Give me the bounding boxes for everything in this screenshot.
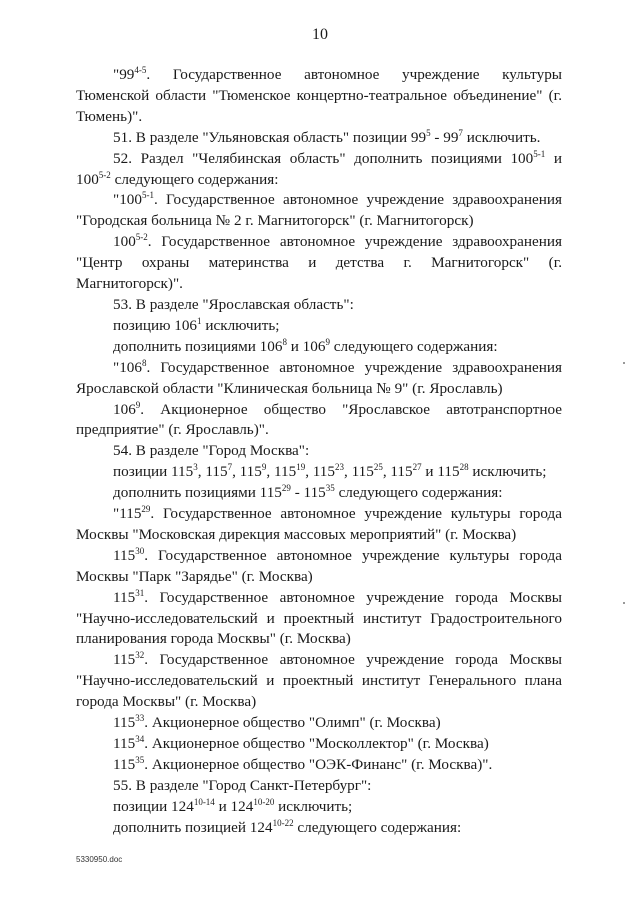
superscript: 33 — [135, 713, 145, 724]
paragraph — [76, 190, 562, 232]
text-fragment: исключить; — [274, 797, 353, 815]
text-fragment: 115 — [113, 735, 136, 752]
paragraph — [76, 462, 562, 483]
text-fragment: . Акционерное общество "Ярославское автотранспортное предприятие" (г. Ярославль)". — [76, 400, 562, 439]
superscript: 34 — [135, 734, 145, 744]
text-fragment: . Государственное автономное учреждение культуры Тюменской области "Тюменское концертно-театральное объединение" (г. Тюмень)". — [76, 66, 562, 125]
superscript: 28 — [459, 462, 469, 473]
paragraph — [76, 546, 562, 588]
text-fragment: и 115 — [421, 463, 460, 481]
text-fragment: исключить; — [201, 316, 280, 334]
superscript: 9 — [135, 399, 141, 410]
paragraph — [76, 588, 562, 651]
superscript: 27 — [412, 462, 422, 473]
superscript: 10-20 — [253, 796, 275, 807]
text-fragment: 115 — [113, 546, 136, 564]
text-fragment: позиции 124 — [113, 797, 194, 815]
text-fragment: . Государственное автономное учреждение здравоохранения "Городская больница № 2 г. Магнитогорск" (г. Магнитогорск) — [76, 191, 562, 230]
text-fragment: исключить; — [468, 463, 547, 481]
text-fragment: , 115 — [382, 463, 413, 481]
superscript: 4-5 — [134, 65, 147, 75]
text-fragment: , 115 — [305, 463, 335, 481]
text-fragment: , 115 — [266, 463, 297, 481]
text-fragment: . Акционерное общество "Олимп" (г. Москва) — [144, 714, 441, 732]
text-fragment: и 106 — [286, 337, 326, 355]
paragraph — [76, 797, 562, 818]
text-fragment: позицию 106 — [113, 316, 198, 334]
text-fragment: 115 — [113, 588, 136, 606]
text-fragment: 53. В разделе "Ярославская область": — [113, 295, 354, 313]
text-fragment: - 99 — [430, 128, 459, 146]
paragraph — [76, 128, 562, 149]
superscript: 25 — [373, 462, 383, 473]
scan-speck — [623, 602, 625, 604]
paragraph — [76, 316, 562, 337]
superscript: 5-2 — [135, 232, 148, 243]
text-fragment: . Государственное автономное учреждение здравоохранения "Центр охраны материнства и детства г. Магнитогорск" (г. Магнитогорск)". — [76, 233, 562, 293]
text-fragment: . Государственное автономное учреждение культуры города Москвы "Московская дирекция массовых мероприятий" (г. Москва) — [76, 505, 562, 543]
text-fragment: , 115 — [232, 463, 262, 481]
paragraph — [76, 400, 562, 442]
text-fragment: дополнить позицией 124 — [113, 818, 273, 836]
text-fragment: 51. В разделе "Ульяновская область" позиции 99 — [113, 128, 427, 146]
superscript: 35 — [135, 754, 145, 765]
document-body — [76, 65, 562, 839]
text-fragment: "99 — [113, 66, 135, 83]
paragraph — [76, 650, 562, 713]
superscript: 3 — [193, 462, 198, 473]
paragraph — [76, 232, 562, 295]
text-fragment: "100 — [113, 191, 142, 209]
paragraph — [76, 337, 562, 358]
superscript: 31 — [135, 587, 145, 598]
superscript: 9 — [325, 336, 330, 347]
text-fragment: 52. Раздел "Челябинская область" дополнить позициями 100 — [113, 149, 534, 167]
paragraph — [76, 441, 562, 462]
superscript: 29 — [141, 504, 151, 515]
paragraph — [76, 295, 562, 316]
superscript: 8 — [282, 336, 287, 347]
text-fragment: следующего содержания: — [110, 170, 279, 188]
text-fragment: дополнить позициями 115 — [113, 484, 282, 502]
text-fragment: , 115 — [344, 463, 374, 481]
superscript: 7 — [458, 127, 463, 138]
superscript: 5-1 — [533, 148, 546, 159]
superscript: 35 — [325, 483, 335, 494]
text-fragment: "106 — [113, 358, 142, 376]
text-fragment: 55. В разделе "Город Санкт-Петербург": — [113, 776, 372, 794]
text-fragment: . Государственное автономное учреждение культуры города Москвы "Парк "Зарядье" (г. Москва) — [76, 546, 562, 585]
scan-speck — [623, 362, 625, 364]
superscript: 5-1 — [141, 190, 154, 201]
superscript: 32 — [135, 650, 145, 661]
text-fragment: 54. В разделе "Город Москва": — [113, 442, 310, 460]
text-fragment: "115 — [113, 505, 142, 523]
text-fragment: . Государственное автономное учреждение города Москвы "Научно-исследовательский и проектный институт Градостроительного планирования города Москвы" (г. Москва) — [76, 588, 562, 648]
text-fragment: . Акционерное общество "Москоллектор" (г. Москва) — [144, 735, 489, 752]
superscript: 23 — [335, 462, 344, 473]
superscript: 29 — [281, 483, 291, 494]
text-fragment: следующего содержания: — [334, 484, 503, 502]
text-fragment: . Государственное автономное учреждение города Москвы "Научно-исследовательский и проектный институт Генерального плана города Москвы" (г. Москва) — [76, 651, 562, 711]
paragraph — [76, 483, 562, 504]
superscript: 10-22 — [272, 817, 294, 828]
superscript: 5-2 — [98, 169, 111, 180]
superscript: 19 — [296, 462, 306, 473]
text-fragment: и 124 — [214, 797, 254, 815]
text-fragment: 115 — [113, 755, 136, 773]
text-fragment: 115 — [113, 714, 136, 732]
superscript: 30 — [135, 545, 145, 556]
file-name-footer: 5330950.doc — [76, 855, 123, 864]
paragraph — [76, 149, 562, 191]
text-fragment: . Акционерное общество "ОЭК-Финанс" (г. Москва)". — [144, 755, 493, 773]
paragraph — [76, 358, 562, 400]
paragraph — [76, 776, 562, 797]
page-number: 10 — [312, 26, 328, 43]
text-fragment: , 115 — [197, 463, 228, 481]
superscript: 8 — [141, 357, 147, 368]
text-fragment: 100 — [113, 233, 136, 251]
paragraph — [76, 65, 562, 128]
superscript: 7 — [227, 462, 233, 473]
paragraph — [76, 713, 562, 734]
paragraph — [76, 504, 562, 546]
text-fragment: 106 — [113, 400, 136, 418]
text-fragment: следующего содержания: — [293, 818, 462, 836]
superscript: 1 — [197, 315, 202, 326]
paragraph — [76, 734, 562, 755]
text-fragment: исключить. — [462, 128, 541, 146]
superscript: 9 — [261, 462, 267, 473]
paragraph — [76, 818, 562, 839]
superscript: 10-14 — [193, 796, 215, 807]
superscript: 5 — [426, 127, 431, 138]
text-fragment: - 115 — [290, 484, 326, 502]
text-fragment: 115 — [113, 651, 136, 669]
text-fragment: позиции 115 — [113, 463, 194, 481]
text-fragment: . Государственное автономное учреждение здравоохранения Ярославской области "Клиническая больница № 9" (г. Ярославль) — [76, 358, 562, 397]
text-fragment: дополнить позициями 106 — [113, 337, 283, 355]
text-fragment: и 100 — [76, 149, 562, 188]
paragraph — [76, 755, 562, 776]
text-fragment: следующего содержания: — [329, 337, 498, 355]
